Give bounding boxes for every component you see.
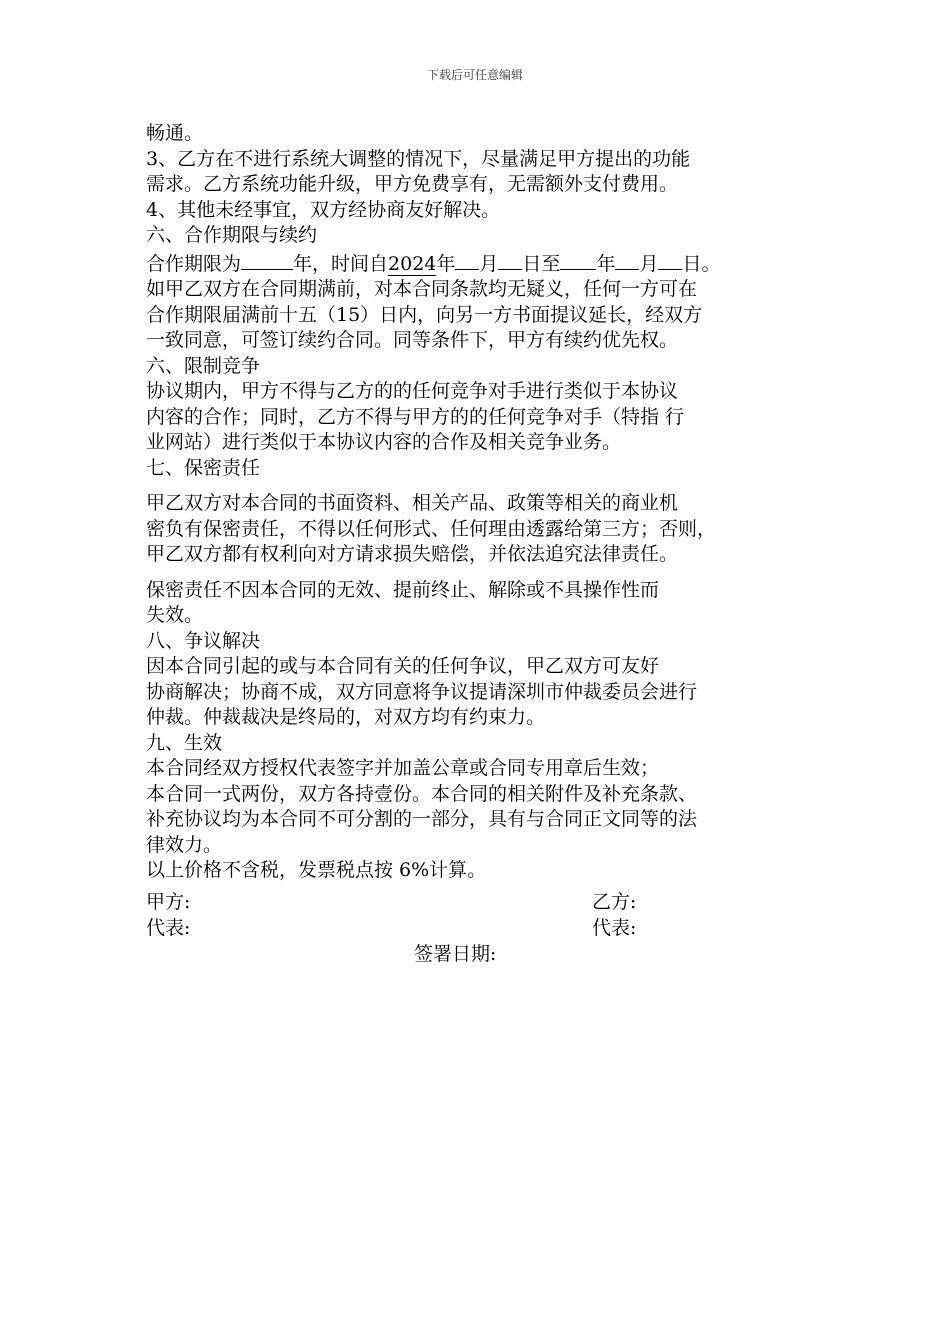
text-line: 协商解决；协商不成，双方同意将争议提请深圳市仲裁委员会进行 xyxy=(146,680,698,703)
section-heading: 九、生效 xyxy=(146,731,223,754)
text-line: 密负有保密责任，不得以任何形式、任何理由透露给第三方；否则， xyxy=(146,517,717,540)
year-label: 年 xyxy=(436,252,456,275)
text-line: 如甲乙双方在合同期满前，对本合同条款均无疑义，任何一方可在 xyxy=(146,278,698,300)
text-line: 失效。 xyxy=(146,604,204,626)
end-year-blank xyxy=(560,249,596,270)
text-line: 补充协议均为本合同不可分割的一部分，具有与合同正文同等的法 xyxy=(146,808,698,830)
start-year: 2024 xyxy=(388,252,437,275)
party-a-label: 甲方: xyxy=(146,891,191,913)
term-text: 年，时间自 xyxy=(293,252,389,275)
end-day-label: 日。 xyxy=(682,252,721,275)
text-line: 律效力。 xyxy=(146,833,223,856)
month-label: 月 xyxy=(479,252,499,275)
term-years-blank xyxy=(241,249,293,270)
end-month-blank xyxy=(615,249,639,270)
text-line: 以上价格不含税，发票税点按 6%计算。 xyxy=(146,859,487,881)
text-line: 甲乙双方对本合同的书面资料、相关产品、政策等相关的商业机 xyxy=(146,492,679,514)
section-heading: 八、争议解决 xyxy=(146,629,261,652)
end-month-label: 月 xyxy=(639,252,659,275)
text-line: 本合同一式两份，双方各持壹份。本合同的相关附件及补充条款、 xyxy=(146,782,698,805)
end-day-blank xyxy=(658,249,682,270)
party-b-label: 乙方: xyxy=(592,891,637,913)
signing-date-label: 签署日期: xyxy=(414,943,497,965)
text-line: 畅通。 xyxy=(146,122,204,144)
text-line: 4、其他未经事宜，双方经协商友好解决。 xyxy=(146,198,501,221)
text-line: 保密责任不因本合同的无效、提前终止、解除或不具操作性而 xyxy=(146,578,660,601)
party-a-rep-label: 代表: xyxy=(146,917,191,939)
page-header-note: 下载后可任意编辑 xyxy=(426,68,523,82)
text-line: 业网站）进行类似于本协议内容的合作及相关竞争业务。 xyxy=(146,431,622,453)
text-line: 3、乙方在不进行系统大调整的情况下，尽量满足甲方提出的功能 xyxy=(146,147,691,170)
term-prefix: 合作期限为 xyxy=(146,252,242,275)
section-heading: 七、保密责任 xyxy=(146,456,261,479)
text-line: 因本合同引起的或与本合同有关的任何争议，甲乙双方可友好 xyxy=(146,655,660,677)
day-to-label: 日至 xyxy=(522,252,561,275)
text-line: 一致同意，可签订续约合同。同等条件下，甲方有续约优先权。 xyxy=(146,329,679,351)
section-heading: 六、限制竞争 xyxy=(146,354,261,377)
text-line: 协议期内，甲方不得与乙方的的任何竞争对手进行类似于本协议 xyxy=(146,380,679,402)
start-day-blank xyxy=(498,249,522,270)
text-line: 仲裁。仲裁裁决是终局的，对双方均有约束力。 xyxy=(146,706,546,728)
section-heading: 六、合作期限与续约 xyxy=(146,224,318,246)
start-month-blank xyxy=(455,249,479,270)
text-line: 内容的合作；同时，乙方不得与甲方的的任何竞争对手（特指 行 xyxy=(146,405,685,428)
text-line: 合作期限届满前十五（15）日内，向另一方书面提议延长，经双方 xyxy=(146,303,703,326)
party-b-rep-label: 代表: xyxy=(592,917,637,939)
contract-body xyxy=(146,121,826,884)
text-line: 本合同经双方授权代表签字并加盖公章或合同专用章后生效； xyxy=(146,757,660,779)
text-line: 需求。乙方系统功能升级，甲方免费享有，无需额外支付费用。 xyxy=(146,173,679,195)
cooperation-term-line xyxy=(146,249,826,278)
end-year-label: 年 xyxy=(596,252,616,275)
text-line: 甲乙双方都有权利向对方请求损失赔偿，并依法追究法律责任。 xyxy=(146,543,679,565)
